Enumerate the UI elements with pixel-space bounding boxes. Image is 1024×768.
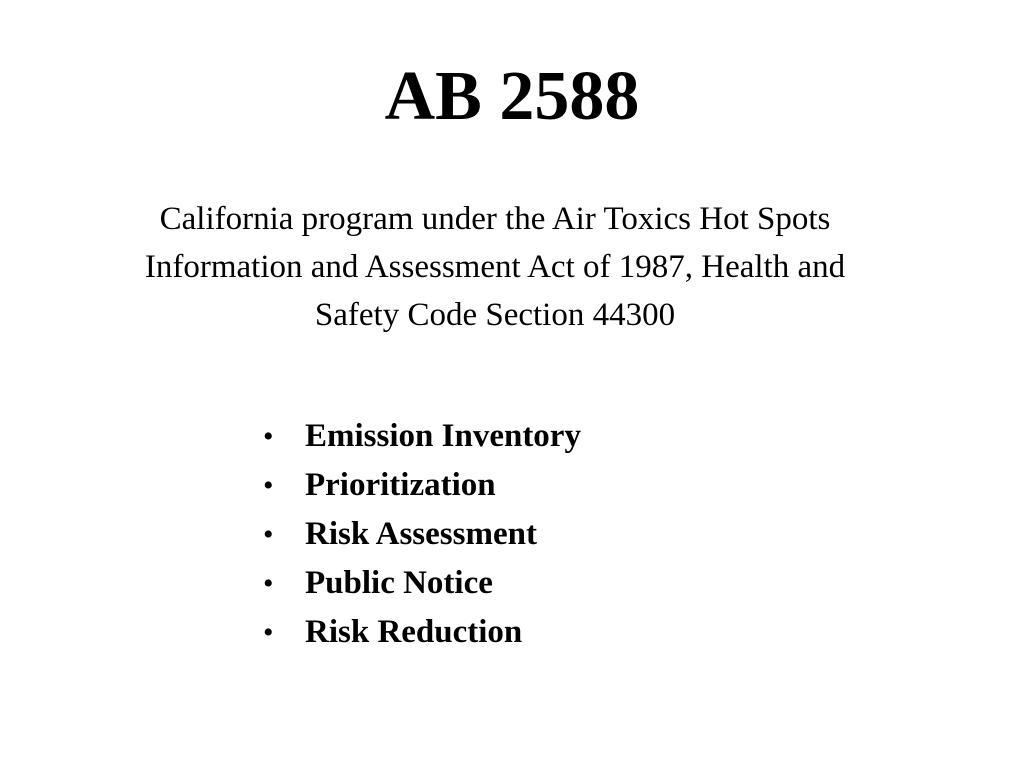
subtitle-line: Information and Assessment Act of 1987, Health and	[144, 249, 846, 285]
subtitle-line: Safety Code Section 44300	[314, 297, 676, 333]
bullet-item-risk-reduction	[263, 608, 581, 657]
bullet-icon: •	[263, 420, 274, 453]
bullet-label: Risk Assessment	[305, 516, 537, 552]
bullet-item-risk-assessment	[263, 510, 581, 559]
bullet-icon: •	[263, 469, 274, 502]
subtitle-line: California program under the Air Toxics Hot Spots	[159, 201, 831, 237]
bullet-item-prioritization	[263, 461, 581, 510]
bullet-icon: •	[263, 616, 274, 649]
bullet-item-public-notice	[263, 559, 581, 608]
slide-subtitle	[40, 195, 950, 339]
bullet-icon: •	[263, 567, 274, 600]
bullet-label: Emission Inventory	[305, 418, 581, 454]
bullet-label: Public Notice	[305, 565, 493, 601]
bullet-label: Risk Reduction	[305, 614, 523, 650]
bullet-list	[263, 412, 581, 657]
slide-title: AB 2588	[384, 58, 640, 135]
bullet-item-emission-inventory	[263, 412, 581, 461]
bullet-icon: •	[263, 518, 274, 551]
bullet-label: Prioritization	[305, 467, 496, 503]
